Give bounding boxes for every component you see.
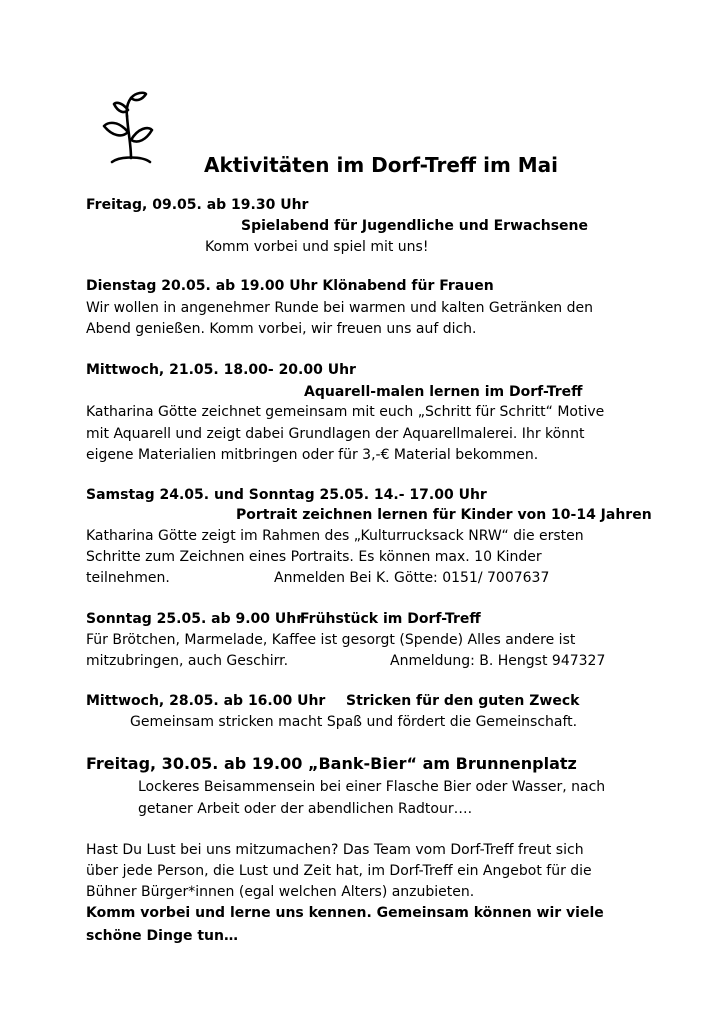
- event-text: eigene Materialien mitbringen oder für 3,-€ Material bekommen.: [86, 447, 539, 463]
- seedling-icon: [100, 90, 164, 170]
- event-text: Gemeinsam stricken macht Spaß und fördert die Gemeinschaft.: [130, 714, 578, 730]
- page-title: Aktivitäten im Dorf-Treff im Mai: [204, 153, 558, 177]
- event-heading: Sonntag 25.05. ab 9.00 Uhr: [86, 611, 304, 627]
- event-heading: Mittwoch, 21.05. 18.00- 20.00 Uhr: [86, 362, 356, 378]
- event-heading: Samstag 24.05. und Sonntag 25.05. 14.- 17.00 Uhr: [86, 487, 487, 503]
- event-heading: Mittwoch, 28.05. ab 16.00 Uhr: [86, 693, 326, 709]
- closing-text: Hast Du Lust bei uns mitzumachen? Das Team vom Dorf-Treff freut sich: [86, 842, 584, 858]
- closing-invitation: Komm vorbei und lerne uns kennen. Gemeinsam können wir viele: [86, 905, 604, 921]
- event-text: Komm vorbei und spiel mit uns!: [205, 239, 429, 255]
- event-text: mit Aquarell und zeigt dabei Grundlagen der Aquarellmalerei. Ihr könnt: [86, 426, 585, 442]
- closing-text: Bühner Bürger*innen (egal welchen Alters) anzubieten.: [86, 884, 475, 900]
- event-text: Katharina Götte zeichnet gemeinsam mit euch „Schritt für Schritt“ Motive: [86, 404, 605, 420]
- event-subtitle: Spielabend für Jugendliche und Erwachsene: [241, 218, 589, 234]
- event-text: Schritte zum Zeichnen eines Portraits. Es können max. 10 Kinder: [86, 549, 542, 565]
- event-text: Für Brötchen, Marmelade, Kaffee ist gesorgt (Spende) Alles andere ist: [86, 632, 576, 648]
- event-heading: Dienstag 20.05. ab 19.00 Uhr Klönabend für Frauen: [86, 278, 494, 294]
- event-text: Wir wollen in angenehmer Runde bei warmen und kalten Getränken den: [86, 300, 594, 316]
- event-text: Abend genießen. Komm vorbei, wir freuen uns auf dich.: [86, 321, 477, 337]
- event-subtitle: Stricken für den guten Zweck: [346, 693, 580, 709]
- event-text: Lockeres Beisammensein bei einer Flasche Bier oder Wasser, nach: [138, 779, 606, 795]
- event-text: mitzubringen, auch Geschirr.: [86, 653, 289, 669]
- event-text: getaner Arbeit oder der abendlichen Radtour….: [138, 801, 473, 817]
- closing-text: über jede Person, die Lust und Zeit hat, im Dorf-Treff ein Angebot für die: [86, 863, 592, 879]
- event-subtitle: Frühstück im Dorf-Treff: [300, 611, 481, 627]
- event-text: teilnehmen.: [86, 570, 170, 586]
- event-text: Katharina Götte zeigt im Rahmen des „Kulturrucksack NRW“ die ersten: [86, 528, 584, 544]
- event-contact: Anmeldung: B. Hengst 947327: [390, 653, 606, 669]
- event-heading: Freitag, 30.05. ab 19.00 „Bank-Bier“ am Brunnenplatz: [86, 754, 577, 773]
- event-contact: Anmelden Bei K. Götte: 0151/ 7007637: [274, 570, 550, 586]
- event-subtitle: Portrait zeichnen lernen für Kinder von 10-14 Jahren: [236, 507, 652, 523]
- event-subtitle: Aquarell-malen lernen im Dorf-Treff: [304, 384, 583, 400]
- event-heading: Freitag, 09.05. ab 19.30 Uhr: [86, 197, 309, 213]
- closing-invitation: schöne Dinge tun…: [86, 928, 238, 944]
